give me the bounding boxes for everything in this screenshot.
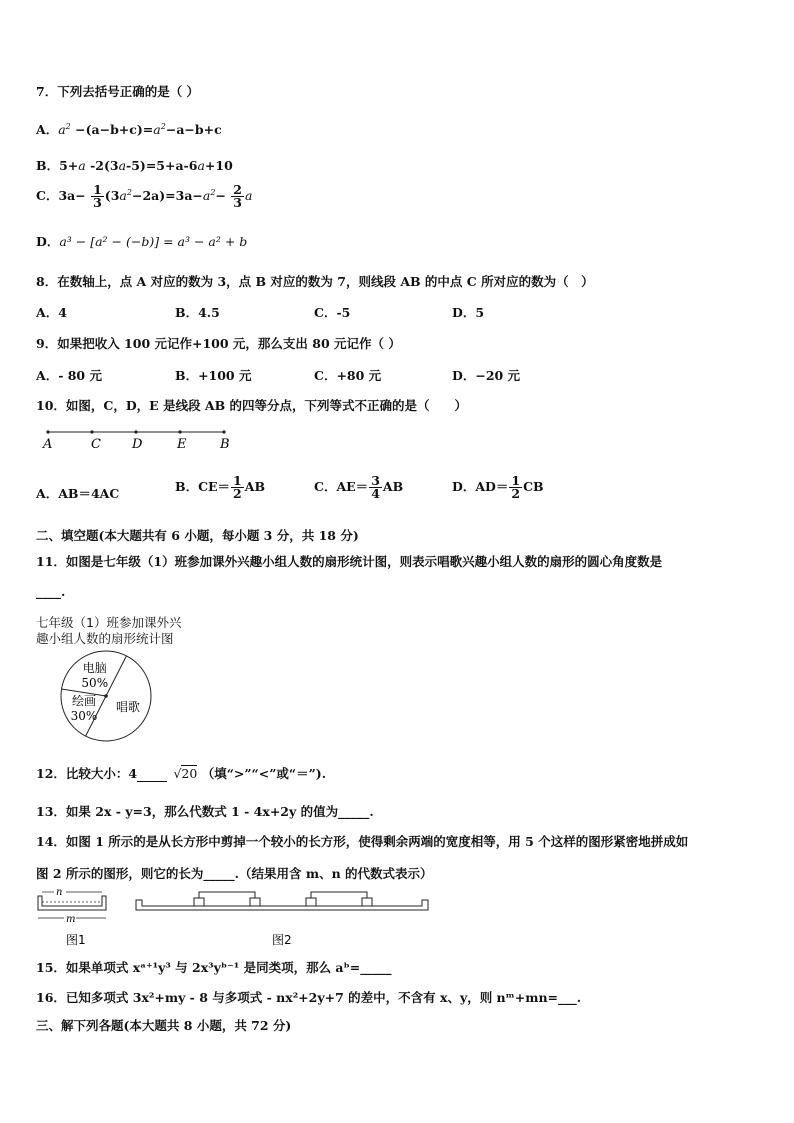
q10-option-d: D．AD＝ $\frac{1}{2}$ CB — [452, 473, 544, 501]
section-3-heading: 三、解下列各题(本大题共 8 小题，共 72 分) — [36, 1018, 292, 1033]
q9-stem: 9．如果把收入 100 元记作+100 元，那么支出 80 元记作（ ） — [36, 336, 401, 351]
q10-stem: 10．如图，C，D，E 是线段 AB 的四等分点，下列等式不正确的是（ ） — [36, 398, 468, 413]
slice-percent-label: 30% — [70, 709, 98, 724]
q8-stem: 8．在数轴上，点 A 对应的数为 3，点 B 对应的数为 7，则线段 AB 的中点 C 所对应的数为（ ） — [36, 274, 594, 289]
q8-option-c: C．-5 — [314, 305, 351, 320]
q14-line1: 14．如图 1 所示的是从长方形中剪掉一个较小的长方形，使得剩余两端的宽度相等，用 5 个这样的图形紧密地拼成如 — [36, 834, 689, 849]
figure-2 — [136, 892, 428, 910]
q8-option-d: D．5 — [452, 305, 485, 320]
q9-option-c: C．+80 元 — [314, 368, 382, 383]
q12: 12．比较大小：4 √20 （填“>”“<”或“＝”). — [36, 766, 327, 781]
q7-option-b: B．5+a -2(3a-5)=5+a-6a+10 — [36, 158, 233, 173]
section-2-heading: 二、填空题(本大题共有 6 小题，每小题 3 分，共 18 分) — [36, 528, 359, 543]
q7-option-d: D．a³ − [a² − (−b)] = a³ − a² + b — [36, 234, 248, 249]
figure-1 — [38, 887, 106, 925]
point-label: C — [91, 437, 101, 452]
m-label: m — [66, 914, 76, 925]
slice-name-label: 唱歌 — [116, 700, 141, 715]
slice-name-label: 电脑 — [82, 660, 107, 675]
q10-option-a: A．AB＝4AC — [36, 486, 120, 501]
q13: 13．如果 2x - y=3，那么代数式 1 - 4x+2y 的值为_____. — [36, 804, 374, 819]
q11-blank: ____. — [36, 584, 66, 599]
n-label: n — [56, 887, 63, 898]
q14-line2: 图 2 所示的图形，则它的长为_____.（结果用含 m、n 的代数式表示） — [36, 866, 433, 881]
point-label: A — [43, 437, 53, 452]
q14-figures — [34, 886, 434, 950]
q9-option-a: A．- 80 元 — [36, 368, 102, 383]
q11-stem: 11．如图是七年级（1）班参加课外兴趣小组人数的扇形统计图，则表示唱歌兴趣小组人数的扇形的圆心角度数是 — [36, 554, 663, 569]
q7-option-a: A．$a^2 -(a-b+c)=a^2-a-b+c$ — [36, 122, 222, 137]
fig1-caption: 图1 — [66, 933, 86, 947]
fig2-caption: 图2 — [272, 933, 292, 947]
point-label: E — [177, 437, 187, 452]
q10-option-c: C．AE＝ $\frac{3}{4}$ AB — [314, 473, 404, 501]
point-label: D — [132, 437, 143, 452]
q16: 16．已知多项式 3x²+my - 8 与多项式 - nx²+2y+7 的差中，不含有 x、y，则 nᵐ+mn=___. — [36, 990, 582, 1005]
pie-center — [104, 694, 108, 698]
q7-stem: 7．下列去括号正确的是（ ） — [36, 84, 200, 99]
q9-option-b: B．+100 元 — [175, 368, 252, 383]
slice-percent-label: 50% — [81, 675, 109, 690]
point-label: B — [220, 437, 230, 452]
slice-name-label: 绘画 — [71, 694, 96, 709]
chart-title-line1: 七年级（1）班参加课外兴 — [36, 615, 182, 630]
q8-option-a: A．4 — [36, 305, 67, 320]
q7-option-c: C．3a− $\frac{1}{3}$ $(3a^2-2a)=3a-a^2-$ $\frac{2}{3}$ a — [36, 182, 253, 210]
pie-chart — [56, 650, 162, 744]
q15: 15．如果单项式 xᵃ⁺¹y³ 与 2x³yᵇ⁻¹ 是同类项，那么 aᵇ=_____ — [36, 960, 392, 975]
chart-title-line2: 趣小组人数的扇形统计图 — [36, 631, 174, 646]
q9-option-d: D．−20 元 — [452, 368, 521, 383]
segment-ab-figure — [36, 424, 236, 454]
q10-option-b: B．CE＝ $\frac{1}{2}$ AB — [175, 473, 266, 501]
q8-option-b: B．4.5 — [175, 305, 220, 320]
